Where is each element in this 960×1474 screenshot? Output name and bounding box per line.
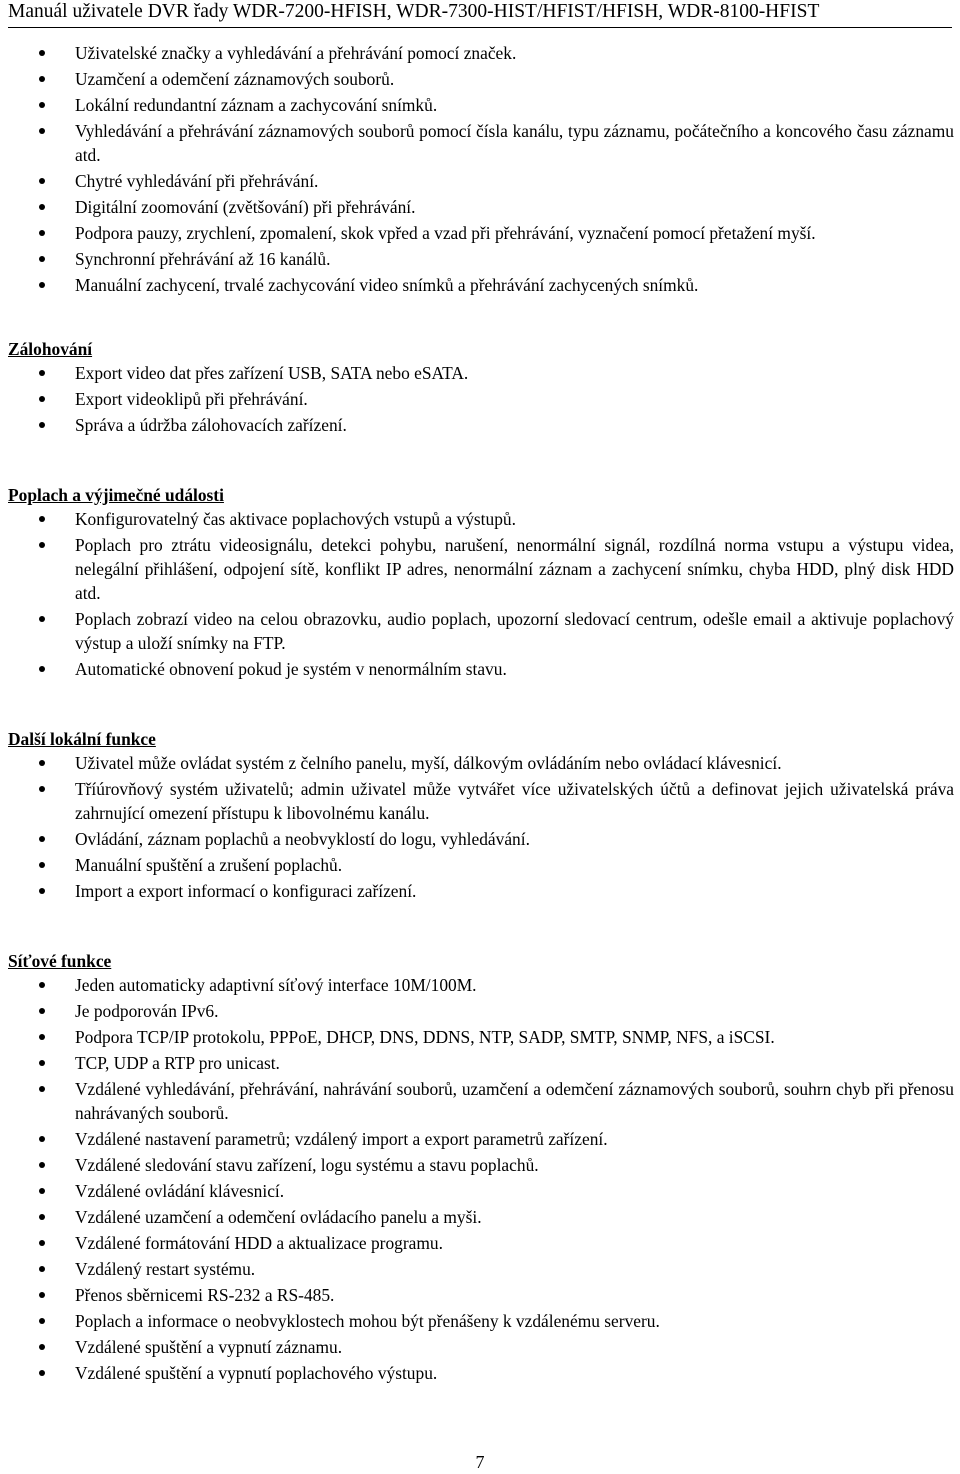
list-item: Export videoklipů při přehrávání. <box>8 387 954 411</box>
list-item: Vzdálené spuštění a vypnutí záznamu. <box>8 1335 954 1359</box>
list-item: Lokální redundantní záznam a zachycování snímků. <box>8 93 954 117</box>
section-list <box>8 751 954 903</box>
page-number: 7 <box>475 1452 485 1472</box>
list-item: Vzdálené nastavení parametrů; vzdálený import a export parametrů zařízení. <box>8 1127 954 1151</box>
list-item: Ovládání, záznam poplachů a neobvyklostí do logu, vyhledávání. <box>8 827 954 851</box>
list-item: Vzdálené vyhledávání, přehrávání, nahrávání souborů, uzamčení a odemčení záznamových souborů, souhrn chyb při přenosu nahrávaných souborů. <box>8 1077 954 1125</box>
list-item: Tříúrovňový systém uživatelů; admin uživatel může vytvářet více uživatelských účtů a definovat jejich uživatelská práva zahrnující omezení přístupu k libovolnému kanálu. <box>8 777 954 825</box>
list-item: Uzamčení a odemčení záznamových souborů. <box>8 67 954 91</box>
section-list <box>8 507 954 681</box>
list-item: Podpora pauzy, zrychlení, zpomalení, skok vpřed a vzad při přehrávání, vyznačení pomocí přetažení myší. <box>8 221 954 245</box>
sections <box>8 335 954 1385</box>
list-item: Import a export informací o konfiguraci zařízení. <box>8 879 954 903</box>
list-item: Vzdálené ovládání klávesnicí. <box>8 1179 954 1203</box>
header-rule <box>8 27 952 28</box>
list-item: Poplach pro ztrátu videosignálu, detekci pohybu, narušení, nenormální signál, rozdílná norma vstupu a výstupu videa, nelegální přihlášení, odpojení sítě, konflikt IP adres, nenormální záznam a zachycení snímku, chyba HDD, plný disk HDD atd. <box>8 533 954 605</box>
list-item: TCP, UDP a RTP pro unicast. <box>8 1051 954 1075</box>
section-list <box>8 361 954 437</box>
section-list <box>8 973 954 1385</box>
list-item: Export video dat přes zařízení USB, SATA nebo eSATA. <box>8 361 954 385</box>
list-item: Je podporován IPv6. <box>8 999 954 1023</box>
list-item: Synchronní přehrávání až 16 kanálů. <box>8 247 954 271</box>
section-heading: Poplach a výjimečné události <box>8 485 224 505</box>
list-item: Konfigurovatelný čas aktivace poplachových vstupů a výstupů. <box>8 507 954 531</box>
list-item: Vzdálené formátování HDD a aktualizace programu. <box>8 1231 954 1255</box>
section-heading: Další lokální funkce <box>8 729 156 749</box>
list-item: Uživatelské značky a vyhledávání a přehrávání pomocí značek. <box>8 41 954 65</box>
list-item: Vzdálené spuštění a vypnutí poplachového výstupu. <box>8 1361 954 1385</box>
list-item: Vzdálené uzamčení a odemčení ovládacího panelu a myši. <box>8 1205 954 1229</box>
list-item: Automatické obnovení pokud je systém v nenormálním stavu. <box>8 657 954 681</box>
page-header: Manuál uživatele DVR řady WDR-7200-HFISH, WDR-7300-HIST/HFIST/HFISH, WDR-8100-HFIST <box>8 1 820 22</box>
list-item: Vyhledávání a přehrávání záznamových souborů pomocí čísla kanálu, typu záznamu, počátečního a koncového času záznamu atd. <box>8 119 954 167</box>
section-heading: Zálohování <box>8 339 93 359</box>
intro-list <box>8 41 954 297</box>
list-item: Správa a údržba zálohovacích zařízení. <box>8 413 954 437</box>
list-item: Chytré vyhledávání při přehrávání. <box>8 169 954 193</box>
list-item: Přenos sběrnicemi RS-232 a RS-485. <box>8 1283 954 1307</box>
list-item: Poplach a informace o neobvyklostech mohou být přenášeny k vzdálenému serveru. <box>8 1309 954 1333</box>
list-item: Jeden automaticky adaptivní síťový interface 10M/100M. <box>8 973 954 997</box>
list-item: Vzdálený restart systému. <box>8 1257 954 1281</box>
list-item: Manuální spuštění a zrušení poplachů. <box>8 853 954 877</box>
list-item: Digitální zoomování (zvětšování) při přehrávání. <box>8 195 954 219</box>
list-item: Uživatel může ovládat systém z čelního panelu, myší, dálkovým ovládáním nebo ovládací klávesnicí. <box>8 751 954 775</box>
list-item: Manuální zachycení, trvalé zachycování video snímků a přehrávání zachycených snímků. <box>8 273 954 297</box>
list-item: Vzdálené sledování stavu zařízení, logu systému a stavu poplachů. <box>8 1153 954 1177</box>
list-item: Podpora TCP/IP protokolu, PPPoE, DHCP, DNS, DDNS, NTP, SADP, SMTP, SNMP, NFS, a iSCSI. <box>8 1025 954 1049</box>
document-body <box>8 41 954 1387</box>
list-item: Poplach zobrazí video na celou obrazovku, audio poplach, upozorní sledovací centrum, odešle email a aktivuje poplachový výstup a uloží snímky na FTP. <box>8 607 954 655</box>
section-heading: Síťové funkce <box>8 951 112 971</box>
